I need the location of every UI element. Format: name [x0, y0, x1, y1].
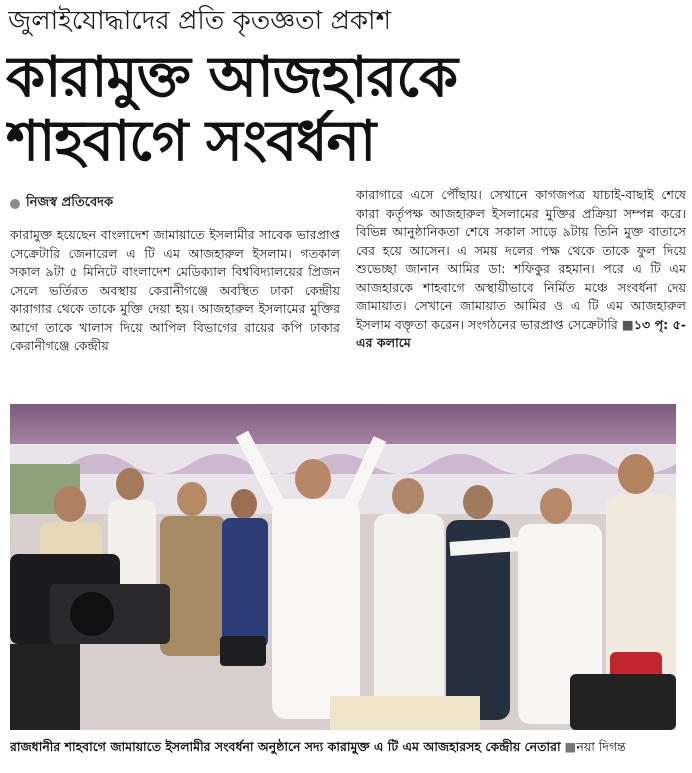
- byline: [10, 193, 340, 214]
- article-headline: [6, 46, 686, 174]
- photo-credit: ■ নয়া দিগন্ত: [561, 739, 626, 754]
- news-photo: [10, 404, 676, 730]
- body-column-left: কারামুক্ত হয়েছেন বাংলাদেশ জামায়াতে ইসলামীর সাবেক ভারপ্রাপ্ত সেক্রেটারি জেনারেল এ টি এম আজহারুল ইসলাম। গতকাল সকাল ৯টা ৫ মিনিটে বাংলাদেশ মেডিক্যাল বিশ্ববিদ্যালয়ের প্রিজন সেলে ভর্তিরত অবস্থায় কেরানীগঞ্জে অবস্থিত ঢাকা কেন্দ্রীয় কারাগার থেকে তাকে মুক্তি দেয়া হয়। আজহারুল ইসলামের মুক্তির আগে তাকে খালাস দিয়ে আপিল বিভাগের রায়ের কপি ঢাকার কেরানীগঞ্জে কেন্দ্রীয়: [10, 227, 340, 353]
- continuation-jump: ■ ১৩ পৃ: ৫-এর কলামে: [356, 317, 686, 351]
- caption-text: রাজধানীর শাহবাগে জামায়াতে ইসলামীর সংবর্ধনা অনুষ্ঠানে সদ্য কারামুক্ত এ টি এম আজহারসহ কেন্দ্রীয় নেতারা: [10, 739, 561, 754]
- article-kicker: জুলাইযোদ্ধাদের প্রতি কৃতজ্ঞতা প্রকাশ: [8, 6, 391, 36]
- headline-line-2: শাহবাগে সংবর্ধনা: [6, 110, 376, 174]
- headline-line-1: কারামুক্ত আজহারকে: [6, 46, 458, 110]
- body-column-right: [356, 186, 686, 353]
- byline-text: নিজস্ব প্রতিবেদক: [26, 195, 114, 210]
- bullet-icon: [10, 199, 20, 209]
- body-column-right-text: কারাগারে এসে পৌঁছায়। সেখানে কাগজপত্র যাচাই-বাছাই শেষে কারা কর্তৃপক্ষ আজহারুল ইসলামের মুক্তির প্রক্রিয়া সম্পন্ন করে। বিভিন্ন আনুষ্ঠানিকতা শেষে সকাল সাড়ে ৯টায় তিনি মুক্ত বাতাসে বের হয়ে আসেন। এ সময় দলের পক্ষ থেকে তাকে ফুল দিয়ে শুভেচ্ছা জানান আমির ডা: শফিকুর রহমান। পরে এ টি এম আজহারকে শাহবাগে অস্থায়ীভাবে নির্মিত মঞ্চে সংবর্ধনা দেয় জামায়াত। সেখানে জামায়াত আমির ও এ টি এম আজহারুল ইসলাম বক্তৃতা করেন। সংগঠনের ভারপ্রাপ্ত সেক্রেটারি: [356, 187, 686, 332]
- photo-caption: [10, 737, 686, 757]
- photo-illustration: [10, 404, 676, 730]
